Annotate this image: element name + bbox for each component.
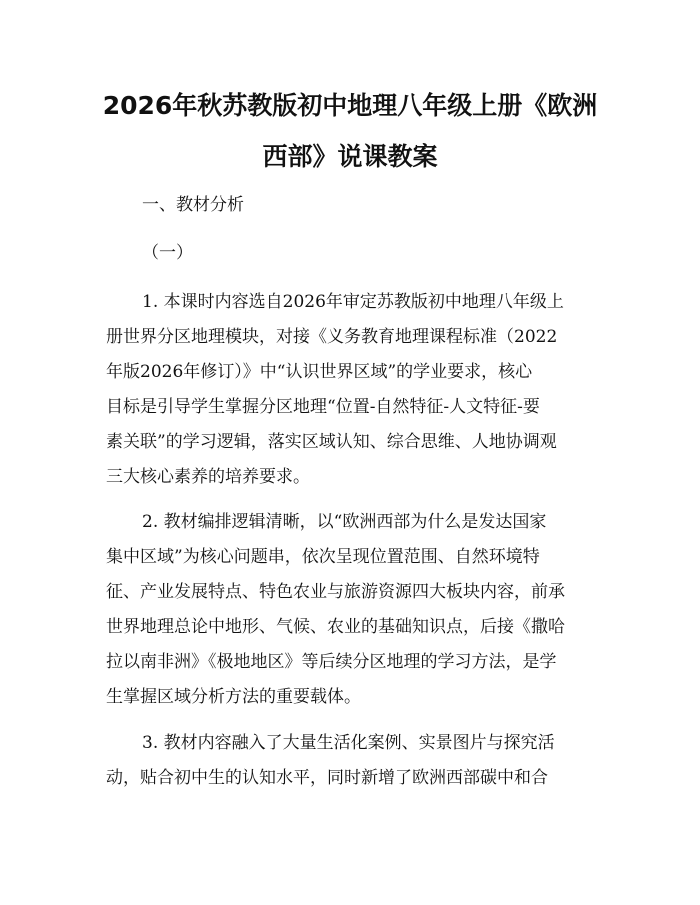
paragraph-line: 动，贴合初中生的认知水平，同时新增了欧洲西部碳中和合 bbox=[106, 768, 548, 788]
paragraph-line: 拉以南非洲》《极地地区》等后续分区地理的学习方法，是学 bbox=[106, 652, 557, 672]
section-heading: 一、教材分析 bbox=[142, 195, 244, 215]
paragraph-2 bbox=[106, 505, 606, 715]
paragraph-line: 册世界分区地理模块，对接《义务教育地理课程标准（2022 bbox=[106, 327, 558, 347]
paragraph-line: 1. 本课时内容选自2026年审定苏教版初中地理八年级上 bbox=[142, 292, 564, 312]
paragraph-line: 生掌握区域分析方法的重要载体。 bbox=[106, 687, 361, 707]
paragraph-line: 素关联”的学习逻辑，落实区域认知、综合思维、人地协调观 bbox=[106, 432, 557, 452]
paragraph-line: 目标是引导学生掌握分区地理“位置-自然特征-人文特征-要 bbox=[106, 397, 540, 417]
paragraph-line: 三大核心素养的培养要求。 bbox=[106, 467, 310, 487]
paragraph-line: 3. 教材内容融入了大量生活化案例、实景图片与探究活 bbox=[142, 733, 555, 753]
paragraph-line: 年版2026年修订）》中“认识世界区域”的学业要求，核心 bbox=[106, 362, 533, 382]
paragraph-line: 集中区域”为核心问题串，依次呈现位置范围、自然环境特 bbox=[106, 547, 540, 567]
paragraph-line: 世界地理总论中地形、气候、农业的基础知识点，后接《撒哈 bbox=[106, 617, 565, 637]
paragraph-3 bbox=[106, 726, 606, 796]
document-title-line-2: 西部》说课教案 bbox=[262, 142, 438, 171]
document-title-line-1: 2026年秋苏教版初中地理八年级上册《欧洲 bbox=[102, 91, 598, 120]
sub-heading: （一） bbox=[142, 243, 193, 263]
paragraph-line: 2. 教材编排逻辑清晰，以“欧洲西部为什么是发达国家 bbox=[142, 512, 547, 532]
paragraph-line: 征、产业发展特点、特色农业与旅游资源四大板块内容，前承 bbox=[106, 582, 565, 602]
paragraph-1 bbox=[106, 285, 606, 495]
